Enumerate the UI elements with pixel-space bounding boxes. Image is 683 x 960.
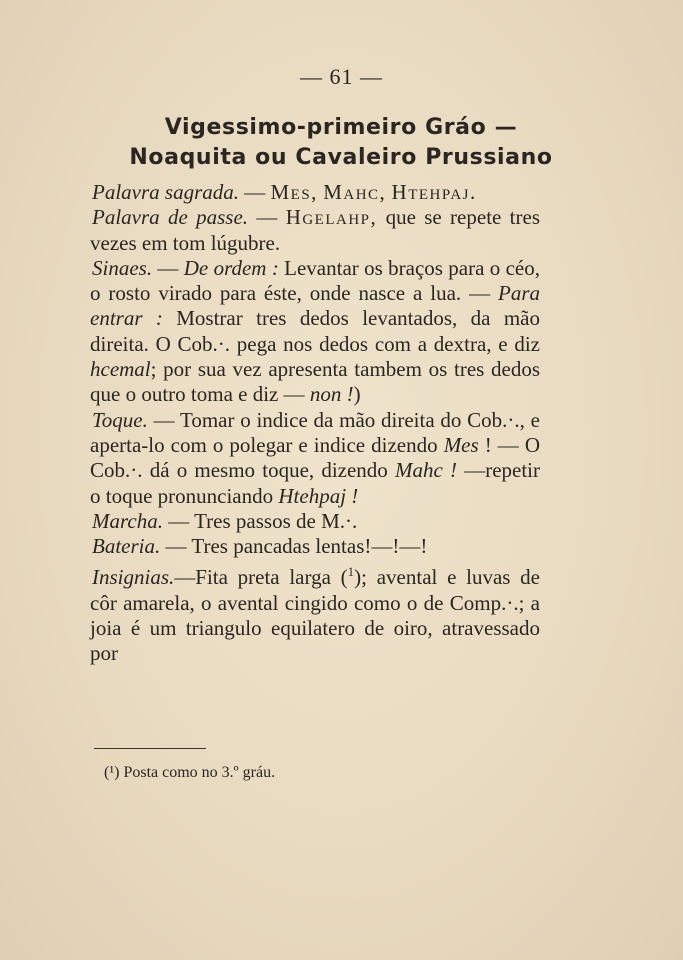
touch-text-1: — Tomar o indice da mão direita do Cob.·., e aperta-lo com o polegar e indice dizendo <box>90 407 540 457</box>
sub-label-order: De ordem : <box>183 255 279 280</box>
paragraph-signs <box>90 256 540 408</box>
word-non: non ! <box>309 382 354 407</box>
signs-text-2: Mostrar tres dedos levantados, da mão direita. O Cob.·. pega nos dedos com a dextra, e diz <box>90 306 540 356</box>
insignia-text-1: —Fita preta larga ( <box>174 565 348 590</box>
word-hgelahp: Hgelahp, <box>285 205 378 230</box>
footnote <box>104 764 275 782</box>
touch-text-2: ! — O Cob.·. dá o mesmo toque, dizendo <box>90 432 540 483</box>
dash: — <box>248 205 286 230</box>
paragraph-touch <box>90 408 540 509</box>
paragraph-sacred-word <box>90 180 540 205</box>
dash: — <box>239 180 271 204</box>
label-battery: Bateria. <box>92 534 161 559</box>
label-insignia: Insignias. <box>92 565 175 590</box>
word-htehpaj-italic: Htehpaj ! <box>278 483 359 508</box>
footnote-text: Posta como no 3.º gráu. <box>119 764 276 781</box>
word-hcemal: hcemal <box>90 357 151 382</box>
label-pass-word: Palavra de passe. <box>92 205 249 230</box>
dash: — <box>152 255 184 280</box>
touch-text-3: —repetir o toque pronunciando <box>90 458 541 508</box>
insignia-text-2: ); avental e luvas de côr amarela, o avental cingido como o de Comp.·.; a joia é um triangulo equilatero de oiro, atravessado por <box>90 565 540 666</box>
word-mes: Mes, <box>270 180 318 204</box>
word-mes-italic: Mes <box>443 432 479 457</box>
body-text <box>90 180 540 667</box>
paragraph-pass-word <box>90 205 540 256</box>
paragraph-march <box>90 509 540 534</box>
footnote-reference: 1 <box>347 564 355 580</box>
paragraph-insignia <box>90 559 540 666</box>
label-touch: Toque. <box>92 407 148 432</box>
signs-text-4: ) <box>353 382 361 407</box>
chapter-title-line-2: Noaquita ou Cavaleiro Prussiano <box>129 145 553 170</box>
label-signs: Sinaes. <box>92 255 153 280</box>
chapter-title-line-1: Vigessimo-primeiro Gráo — <box>164 115 518 140</box>
word-mahc-italic: Mahc ! <box>395 458 458 483</box>
word-htehpaj: Htehpaj. <box>391 180 477 204</box>
battery-text: — Tres pancadas lentas!—!—! <box>160 534 428 559</box>
paragraph-battery <box>90 534 540 559</box>
sub-label-enter: Para entrar : <box>90 281 540 331</box>
page-number: — 61 — <box>300 64 383 89</box>
signs-text-3: ; por sua vez apresenta tambem os tres dedos que o outro toma e diz — <box>90 357 540 407</box>
footnote-marker: (¹) <box>104 764 120 781</box>
label-sacred-word: Palavra sagrada. <box>92 180 239 204</box>
pass-word-text: que se repete tres vezes em tom lúgubre. <box>90 205 540 255</box>
label-march: Marcha. <box>92 508 163 533</box>
march-text: — Tres passos de M.·. <box>162 508 358 533</box>
footnote-rule <box>94 748 206 749</box>
signs-text-1: Levantar os braços para o céo, o rosto virado para éste, onde nasce a lua. — <box>90 255 540 306</box>
word-mahc: Mahc, <box>323 180 387 204</box>
